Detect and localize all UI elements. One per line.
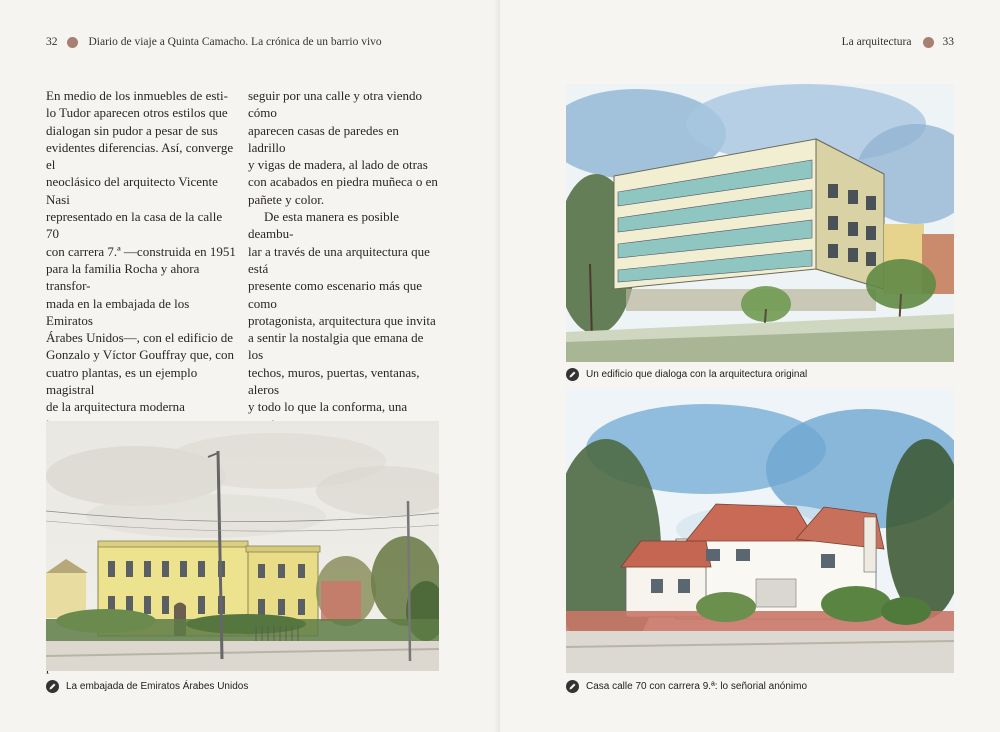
text-line: y vigas de madera, al lado de otras [248, 157, 428, 173]
left-running-head: Diario de viaje a Quinta Camacho. La crónica de un barrio vivo [88, 36, 382, 48]
caption-text: Un edificio que dialoga con la arquitectura original [586, 369, 808, 380]
house-caption [566, 680, 807, 693]
pencil-icon [566, 680, 579, 693]
embassy-caption [46, 680, 248, 693]
caption-text: Casa calle 70 con carrera 9.ª: lo señorial anónimo [586, 681, 808, 692]
modern-building-illustration-svg [566, 84, 954, 362]
embassy-illustration-svg [46, 421, 439, 671]
text-line: techos, muros, puertas, ventanas, aleros [248, 364, 420, 398]
text-line: a sentir la nostalgia que emana de los [248, 330, 424, 363]
pencil-icon [46, 680, 59, 693]
modern-building-watercolor-illustration [566, 84, 954, 362]
text-line: y todo lo que la conforma, una [248, 399, 408, 415]
text-line: lo Tudor aparecen otros estilos que [46, 105, 228, 121]
text-line: Árabes Unidos—, con el edificio de [46, 330, 234, 346]
right-page [500, 0, 1000, 732]
text-line: neoclásico del arquitecto Vicente Nasi [46, 174, 218, 207]
text-line: con carrera 7.ª —construida en 1951 [46, 243, 236, 259]
text-line: presente como escenario más que como [248, 278, 422, 311]
folio-dot-icon [67, 37, 78, 48]
right-page-number: 33 [942, 36, 954, 48]
text-line: para la familia Rocha y ahora transfor- [46, 260, 200, 294]
house-illustration-svg [566, 389, 954, 673]
column2-paragraph-1 [248, 87, 438, 208]
text-line: De esta manera es posible deambu- [248, 209, 400, 242]
text-line: mada en la embajada de los Emiratos [46, 295, 190, 328]
text-line: evidentes diferencias. Así, converge el [46, 139, 234, 173]
left-running-header [46, 36, 382, 48]
text-line: pañete y color. [248, 191, 325, 207]
pencil-icon [566, 368, 579, 381]
caption-text: La embajada de Emiratos Árabes Unidos [66, 681, 249, 692]
left-page-number: 32 [46, 36, 58, 48]
text-line: dialogan sin pudor a pesar de sus [46, 122, 218, 138]
text-line: Gonzalo y Víctor Gouffray que, con [46, 347, 234, 363]
right-running-head: La arquitectura [841, 36, 912, 48]
right-running-header [842, 36, 954, 48]
text-line: lar a través de una arquitectura que está [248, 243, 430, 276]
text-line: con acabados en piedra muñeca o en [248, 174, 438, 190]
text-line: En medio de los inmuebles de esti- [46, 88, 228, 103]
pencil-icon-glyph [568, 682, 577, 691]
text-line: seguir por una calle y otra viendo cómo [248, 88, 422, 121]
folio-dot-icon [923, 37, 934, 48]
embassy-watercolor-illustration [46, 421, 439, 671]
text-line: protagonista, arquitectura que invita [248, 312, 436, 328]
text-line: aparecen casas de paredes en ladrillo [248, 122, 399, 155]
text-line: cuatro plantas, es un ejemplo magistral [46, 364, 198, 398]
pencil-icon-glyph [48, 682, 57, 691]
house-watercolor-illustration [566, 389, 954, 673]
text-line: de la arquitectura moderna [46, 399, 185, 415]
modern-building-caption [566, 368, 807, 381]
text-line: representado en la casa de la calle 70 [46, 209, 223, 242]
pencil-icon-glyph [568, 370, 577, 379]
